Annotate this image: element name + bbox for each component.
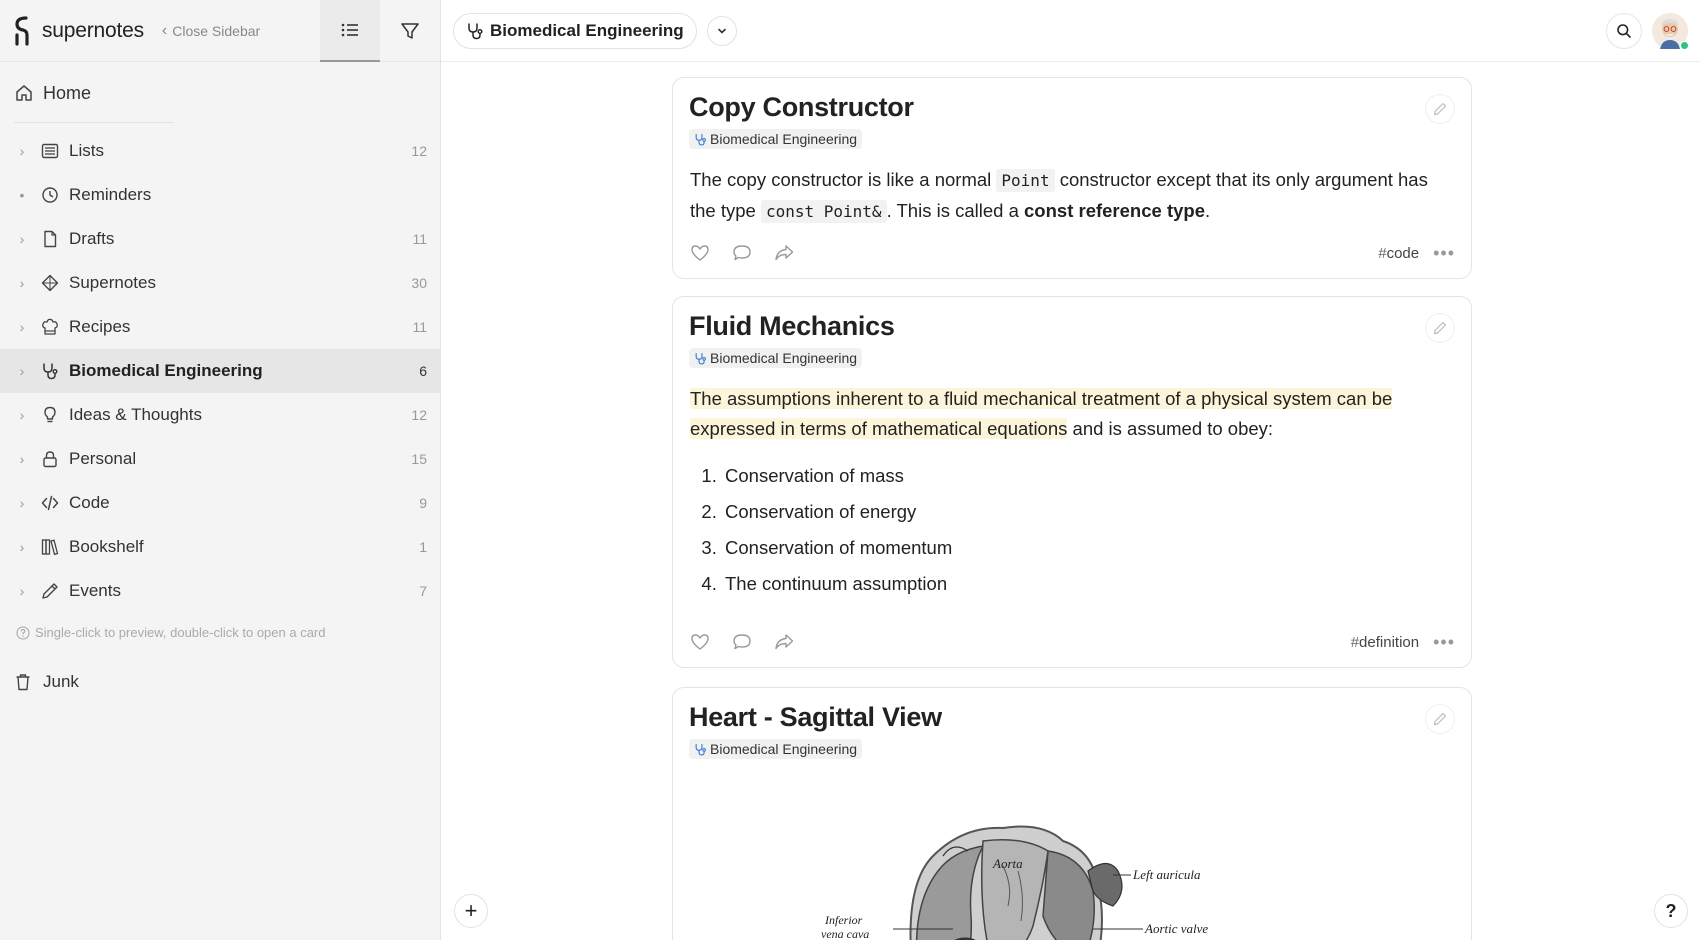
user-avatar[interactable] [1652, 13, 1688, 49]
edit-card-button[interactable] [1425, 704, 1455, 734]
body-text-segment: . [1204, 199, 1211, 221]
sidebar-item-supernotes[interactable] [0, 261, 440, 305]
hint-text: Single-click to preview, double-click to open a card [35, 625, 326, 640]
list-item: 3. Conservation of momentum [722, 536, 1471, 572]
hashtag-label: definition [1359, 633, 1420, 651]
hash-icon: # [1350, 633, 1360, 651]
highlighted-text: The assumptions inherent to a fluid mechanical treatment of a physical system can be expressed in terms of mathematical equations [690, 387, 1393, 439]
sidebar-item-personal[interactable] [0, 437, 440, 481]
heart-sagittal-diagram [793, 796, 1223, 940]
help-button[interactable]: ? [1654, 894, 1688, 928]
filter-icon [400, 21, 420, 41]
search-button[interactable] [1606, 13, 1642, 49]
card-folder-label: Biomedical Engineering [710, 131, 858, 147]
card-body [690, 384, 1455, 444]
label-aorta: Aorta [993, 856, 1023, 871]
inline-code: Point [996, 169, 1054, 192]
body-text-segment: and is assumed to obey: [1067, 417, 1274, 439]
stethoscope-icon [41, 362, 59, 380]
tab-list-view[interactable] [320, 0, 380, 62]
sidebar-item-label: Reminders [69, 185, 152, 204]
sidebar [0, 0, 441, 940]
more-options-icon[interactable]: ••• [1433, 631, 1455, 652]
numbered-list [722, 464, 1471, 608]
trash-icon [14, 673, 32, 691]
card-folder-tag[interactable] [689, 739, 862, 759]
top-bar [441, 0, 1700, 62]
clock-icon [41, 186, 59, 204]
item-count: 12 [411, 143, 427, 159]
card-title: Fluid Mechanics [689, 311, 895, 341]
edit-card-button[interactable] [1425, 94, 1455, 124]
home-label: Home [43, 82, 92, 103]
card-footer [689, 240, 1455, 266]
stethoscope-icon [694, 743, 707, 756]
sidebar-item-biomedical-engineering[interactable] [0, 349, 440, 393]
sidebar-item-home[interactable] [0, 62, 440, 124]
item-count: 7 [419, 583, 427, 599]
stethoscope-icon [466, 22, 484, 40]
sidebar-item-junk[interactable] [0, 664, 440, 700]
pen-icon [41, 582, 59, 600]
sidebar-item-label: Bookshelf [69, 537, 144, 556]
sidebar-item-label: Drafts [69, 229, 115, 248]
sidebar-item-recipes[interactable] [0, 305, 440, 349]
card-body [690, 165, 1455, 227]
card-copy-constructor[interactable] [672, 77, 1472, 279]
card-folder-label: Biomedical Engineering [710, 741, 858, 757]
expand-chevron-icon[interactable]: › [19, 451, 25, 467]
sidebar-item-code[interactable] [0, 481, 440, 525]
lightbulb-icon [41, 406, 59, 424]
sidebar-item-label: Recipes [69, 317, 131, 336]
online-status-indicator [1680, 41, 1689, 50]
sidebar-item-bookshelf[interactable] [0, 525, 440, 569]
app-logo[interactable] [14, 15, 144, 47]
card-hashtag[interactable] [1378, 245, 1419, 262]
tab-filter[interactable] [380, 0, 440, 62]
supernotes-logo-icon [14, 15, 30, 47]
pencil-icon [1433, 102, 1447, 116]
sidebar-hint [0, 625, 440, 640]
card-fluid-mechanics[interactable] [672, 296, 1472, 668]
card-list [441, 62, 1700, 940]
label-inferior: Inferior [825, 913, 863, 927]
card-folder-label: Biomedical Engineering [710, 350, 858, 366]
heart-icon[interactable] [689, 242, 711, 264]
junk-label: Junk [43, 672, 79, 691]
item-count: 11 [412, 319, 427, 335]
search-icon [1616, 23, 1632, 39]
app-name: supernotes [42, 18, 144, 42]
sidebar-item-events[interactable] [0, 569, 440, 613]
list-icon [41, 142, 59, 160]
list-view-icon [340, 20, 360, 40]
books-icon [41, 538, 59, 556]
pencil-icon [1433, 321, 1447, 335]
expand-chevron-icon[interactable]: › [19, 495, 25, 511]
more-options-icon[interactable]: ••• [1433, 242, 1455, 263]
sidebar-tabs [320, 0, 440, 62]
lock-icon [41, 450, 59, 468]
label-left-auricula: Left auricula [1133, 867, 1201, 882]
expand-chevron-icon[interactable]: › [19, 539, 25, 555]
expand-chevron-icon[interactable]: › [19, 143, 25, 159]
close-sidebar-button[interactable] [162, 22, 260, 40]
card-hashtag[interactable] [1351, 634, 1419, 651]
expand-chevron-icon[interactable]: › [19, 583, 25, 599]
chef-hat-icon [41, 318, 59, 336]
comment-icon[interactable] [731, 631, 753, 653]
diamond-icon [41, 274, 59, 292]
sidebar-item-label: Ideas & Thoughts [69, 405, 202, 424]
help-circle-icon [16, 626, 30, 640]
expand-chevron-icon[interactable]: › [19, 407, 25, 423]
body-text-segment: The copy constructor is like a normal [690, 168, 997, 190]
list-item: 2. Conservation of energy [722, 500, 1471, 536]
close-sidebar-label: Close Sidebar [172, 22, 261, 39]
body-text-segment: . This is called a [886, 199, 1025, 221]
share-icon[interactable] [773, 631, 795, 653]
sidebar-item-lists[interactable] [0, 129, 440, 173]
add-card-button[interactable]: + [454, 894, 488, 928]
card-folder-tag[interactable] [689, 348, 862, 368]
chevron-left-icon: ‹ [161, 21, 168, 39]
item-count: 30 [411, 275, 427, 291]
home-icon [14, 83, 34, 103]
folder-dropdown-button[interactable] [707, 16, 737, 46]
code-icon [41, 494, 59, 512]
expand-chevron-icon[interactable]: › [19, 363, 25, 379]
hashtag-label: code [1386, 244, 1420, 262]
item-count: 15 [411, 451, 427, 467]
expand-chevron-icon[interactable]: › [19, 275, 25, 291]
pencil-icon [1433, 712, 1447, 726]
heart-icon[interactable] [689, 631, 711, 653]
chevron-down-icon [717, 26, 727, 36]
share-icon[interactable] [773, 242, 795, 264]
sidebar-item-label: Personal [69, 449, 137, 468]
sidebar-item-label: Lists [69, 141, 104, 160]
card-title: Heart - Sagittal View [689, 702, 942, 732]
card-footer [689, 629, 1455, 655]
stethoscope-icon [694, 133, 707, 146]
sidebar-item-label: Supernotes [69, 273, 156, 292]
sidebar-nav [0, 129, 440, 613]
card-folder-tag[interactable] [689, 129, 862, 149]
sidebar-item-label: Code [69, 493, 110, 512]
expand-chevron-icon[interactable]: › [19, 319, 25, 335]
current-folder-button[interactable] [453, 13, 697, 49]
document-icon [41, 230, 59, 248]
bullet-icon: • [19, 187, 25, 203]
expand-chevron-icon[interactable]: › [19, 231, 25, 247]
stethoscope-icon [694, 352, 707, 365]
hash-icon: # [1378, 244, 1387, 262]
sidebar-item-ideas-thoughts[interactable] [0, 393, 440, 437]
list-item: 4. The continuum assumption [722, 572, 1471, 608]
comment-icon[interactable] [731, 242, 753, 264]
main-content [441, 0, 1700, 940]
edit-card-button[interactable] [1425, 313, 1455, 343]
card-title: Copy Constructor [689, 92, 914, 122]
bold-text: const reference type [1024, 199, 1205, 221]
item-count: 9 [419, 495, 427, 511]
inline-code: const Point& [761, 200, 887, 223]
label-vena-cava: vena cava [821, 927, 870, 940]
item-count: 11 [412, 231, 427, 247]
sidebar-item-reminders[interactable] [0, 173, 440, 217]
sidebar-header [0, 0, 440, 62]
list-item: 1. Conservation of mass [722, 464, 1471, 500]
label-aortic-valve: Aortic valve [1145, 921, 1209, 936]
heart-illustration [793, 796, 1223, 940]
body-text-segment: constructor except that its only argument has the type [690, 168, 1428, 221]
current-folder-label: Biomedical Engineering [490, 20, 684, 40]
divider [14, 122, 174, 123]
sidebar-item-label: Biomedical Engineering [69, 361, 263, 380]
card-heart-sagittal-view[interactable] [672, 687, 1472, 940]
item-count: 1 [419, 539, 427, 555]
sidebar-item-label: Events [69, 581, 121, 600]
item-count: 12 [411, 407, 427, 423]
sidebar-item-drafts[interactable] [0, 217, 440, 261]
item-count: 6 [419, 363, 427, 379]
